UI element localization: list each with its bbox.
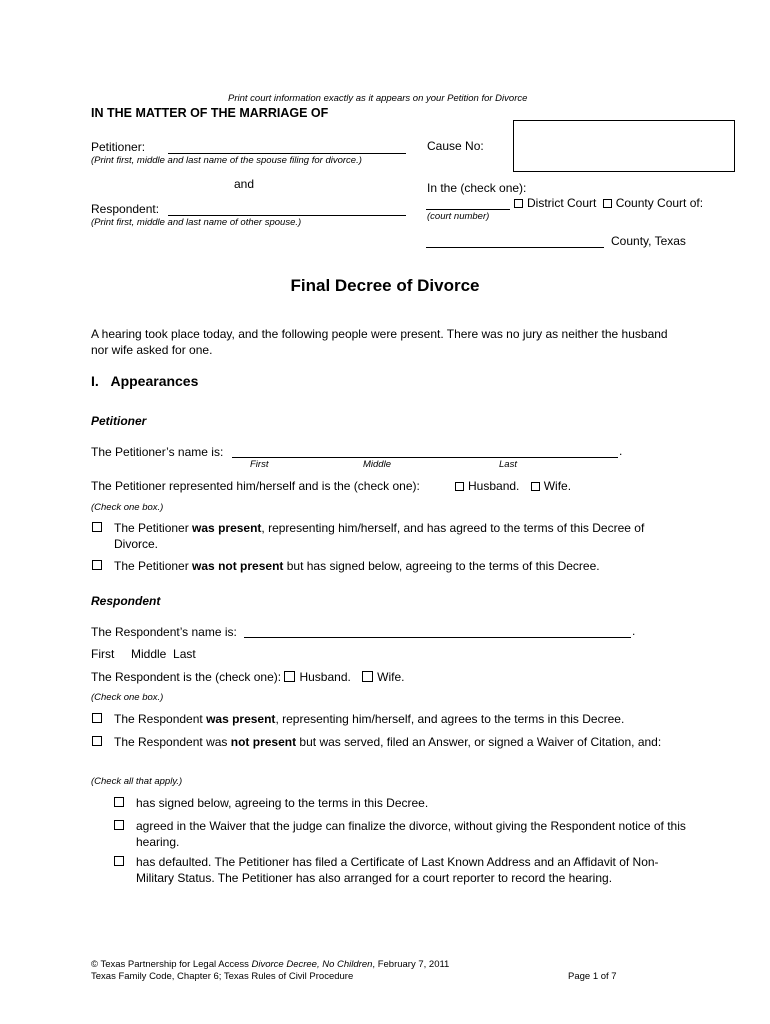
petitioner-check-one: (Check one box.) xyxy=(91,502,164,513)
respondent-subheading: Respondent xyxy=(91,594,161,608)
respondent-middle-label: Middle xyxy=(131,647,167,661)
court-type-options xyxy=(514,196,703,210)
respondent-name-label: The Respondent’s name is: xyxy=(91,625,237,639)
respondent-first-label: First xyxy=(91,647,115,661)
district-court-label: District Court xyxy=(527,196,597,210)
respondent-hint: (Print first, middle and last name of other spouse.) xyxy=(91,217,302,228)
respondent-not-present-text: The Respondent was not present but was served, filed an Answer, or signed a Waiver of Citation, and: xyxy=(114,735,662,749)
respondent-name-line[interactable] xyxy=(168,215,406,216)
defaulted-text: has defaulted. The Petitioner has filed a Certificate of Last Known Address and an Affidavit of Non-Military Status. The Petitioner has also arranged for a court reporter to record the hearing. xyxy=(136,855,659,885)
cause-number-box[interactable] xyxy=(513,120,735,172)
section-title: Appearances xyxy=(110,373,199,389)
respondent-name-end: . xyxy=(632,624,636,638)
waiver-text: agreed in the Waiver that the judge can finalize the divorce, without giving the Respondent notice of this hearing. xyxy=(136,819,686,849)
district-court-checkbox[interactable] xyxy=(514,199,523,208)
document-title: Final Decree of Divorce xyxy=(290,276,480,295)
respondent-check-all: (Check all that apply.) xyxy=(91,776,183,787)
respondent-present-checkbox[interactable] xyxy=(92,713,102,723)
respondent-wife-checkbox[interactable] xyxy=(362,671,373,682)
intro-paragraph: A hearing took place today, and the following people were present. There was no jury as neither the husband nor wife asked for one. xyxy=(91,327,668,357)
respondent-fullname-line[interactable] xyxy=(244,637,631,638)
respondent-wife-label: Wife. xyxy=(377,670,405,684)
county-court-label: County Court of: xyxy=(615,196,704,210)
petitioner-subheading: Petitioner xyxy=(91,414,147,428)
petitioner-first-label: First xyxy=(250,459,269,470)
county-texas-label: County, Texas xyxy=(611,234,686,248)
footer-code-reference: Texas Family Code, Chapter 6; Texas Rules of Civil Procedure xyxy=(91,971,354,982)
petitioner-hint: (Print first, middle and last name of the spouse filing for divorce.) xyxy=(91,155,362,166)
petitioner-present-checkbox[interactable] xyxy=(92,522,102,532)
court-number-hint: (court number) xyxy=(427,211,490,222)
check-one-label: In the (check one): xyxy=(427,181,527,195)
petitioner-present-text: The Petitioner was present, representing him/herself, and has agreed to the terms of this Decree of Divorce. xyxy=(114,521,645,551)
county-court-checkbox[interactable] xyxy=(603,199,612,208)
cause-label: Cause No: xyxy=(427,139,484,153)
respondent-last-label: Last xyxy=(173,647,196,661)
respondent-husband-checkbox[interactable] xyxy=(284,671,295,682)
defaulted-checkbox[interactable] xyxy=(114,856,124,866)
petitioner-name-label: The Petitioner’s name is: xyxy=(91,445,224,459)
petitioner-represented-text: The Petitioner represented him/herself and is the (check one): xyxy=(91,479,420,493)
respondent-label: Respondent: xyxy=(91,202,160,216)
respondent-not-present-checkbox[interactable] xyxy=(92,736,102,746)
section-heading xyxy=(91,373,198,389)
petitioner-not-present-text: The Petitioner was not present but has signed below, agreeing to the terms of this Decree. xyxy=(114,559,600,573)
petitioner-husband-checkbox[interactable] xyxy=(455,482,464,491)
footer-page-number: Page 1 of 7 xyxy=(568,971,617,982)
petitioner-last-label: Last xyxy=(499,459,517,470)
signed-below-text: has signed below, agreeing to the terms in this Decree. xyxy=(136,796,429,810)
petitioner-fullname-line[interactable] xyxy=(232,457,618,458)
instruction-text: Print court information exactly as it appears on your Petition for Divorce xyxy=(228,93,528,104)
petitioner-role-options xyxy=(455,479,571,493)
respondent-present-text: The Respondent was present, representing him/herself, and agrees to the terms in this Decree. xyxy=(114,712,625,726)
petitioner-not-present-checkbox[interactable] xyxy=(92,560,102,570)
signed-below-checkbox[interactable] xyxy=(114,797,124,807)
respondent-husband-label: Husband. xyxy=(299,670,351,684)
county-name-line[interactable] xyxy=(426,247,604,248)
petitioner-husband-label: Husband. xyxy=(468,479,520,493)
waiver-checkbox[interactable] xyxy=(114,820,124,830)
matter-title: IN THE MATTER OF THE MARRIAGE OF xyxy=(91,106,329,120)
petitioner-label: Petitioner: xyxy=(91,140,146,154)
petitioner-wife-label: Wife. xyxy=(543,479,572,493)
section-number: I. xyxy=(91,373,99,389)
petitioner-name-end: . xyxy=(619,444,623,458)
respondent-name-parts xyxy=(91,647,196,661)
petitioner-wife-checkbox[interactable] xyxy=(531,482,540,491)
footer-copyright: © Texas Partnership for Legal Access Divorce Decree, No Children, February 7, 2011 xyxy=(91,959,450,970)
petitioner-name-line[interactable] xyxy=(168,153,406,154)
respondent-check-one: (Check one box.) xyxy=(91,692,164,703)
petitioner-middle-label: Middle xyxy=(363,459,391,470)
respondent-is-text: The Respondent is the (check one): Husband. Wife. xyxy=(91,670,405,684)
court-number-line[interactable] xyxy=(426,209,510,210)
and-label: and xyxy=(234,177,255,191)
